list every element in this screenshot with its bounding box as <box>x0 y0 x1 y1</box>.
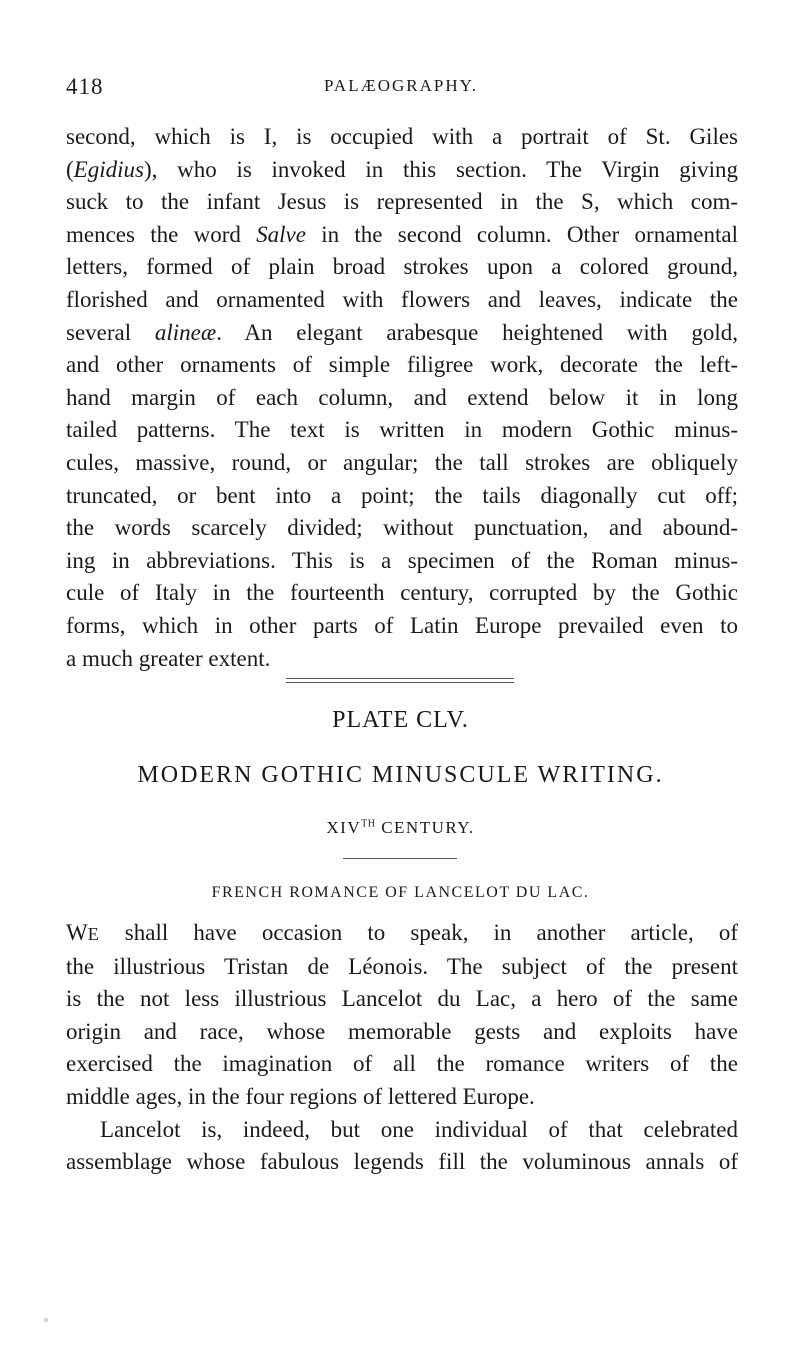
paragraph-introduction <box>66 917 738 1179</box>
text-line: the words scarcely divided; without punctuation, and abound- <box>66 515 738 541</box>
italic-word: Egidius <box>73 156 144 182</box>
text-line: tailed patterns. The text is written in modern Gothic minus- <box>66 417 738 443</box>
italic-word: alineæ <box>154 319 217 345</box>
text-line: a much greater extent. <box>66 645 271 671</box>
paragraph <box>66 1114 738 1179</box>
paragraph <box>66 121 738 675</box>
century-word: CENTURY. <box>375 818 475 837</box>
text-line: Lancelot is, indeed, but one individual of that celebrated <box>100 1116 738 1142</box>
text-line: the illustrious Tristan de Léonois. The subject of the present <box>66 953 738 979</box>
paragraph <box>66 917 738 1114</box>
text-line: ing in abbreviations. This is a specimen of the Roman minus- <box>66 547 738 573</box>
text-line: is the not less illustrious Lancelot du Lac, a hero of the same <box>66 986 738 1012</box>
paragraph-description <box>66 121 738 675</box>
century-heading <box>0 818 801 838</box>
text-line: middle ages, in the four regions of lettered Europe. <box>66 1083 535 1109</box>
running-head <box>66 74 736 104</box>
text-line: hand margin of each column, and extend below it in long <box>66 384 738 410</box>
text-line: cules, massive, round, or angular; the tall strokes are obliquely <box>66 449 738 475</box>
text-line: mences the word Salve in the second column. Other ornamental <box>66 221 739 247</box>
drop-letter: W <box>66 920 88 945</box>
text-line: suck to the infant Jesus is represented in the S, which com- <box>66 189 738 215</box>
plate-title: PLATE CLV. <box>332 707 469 733</box>
text-line: and other ornaments of simple filigree work, decorate the left- <box>66 352 738 378</box>
page-number: 418 <box>66 74 104 99</box>
text-line: letters, formed of plain broad strokes upon a colored ground, <box>66 254 738 280</box>
text-line: exercised the imagination of all the romance writers of the <box>66 1051 738 1077</box>
text-line: florished and ornamented with flowers and leaves, indicate the <box>66 286 738 312</box>
text-line: forms, which in other parts of Latin Europe prevailed even to <box>66 612 738 638</box>
text-line: assemblage whose fabulous legends fill the voluminous annals of <box>66 1149 738 1175</box>
source-title: FRENCH ROMANCE OF LANCELOT DU LAC. <box>211 884 590 901</box>
small-caps-letter: E <box>87 924 100 944</box>
text-line: several alineæ. An elegant arabesque heightened with gold, <box>66 319 738 345</box>
text-line: cule of Italy in the fourteenth century, corrupted by the Gothic <box>66 580 738 606</box>
text-fragment: shall have occasion to speak, in another article, of <box>99 920 738 945</box>
plate-subtitle: MODERN GOTHIC MINUSCULE WRITING. <box>137 762 664 788</box>
italic-word: Salve <box>256 221 306 247</box>
running-title: PALÆOGRAPHY. <box>324 76 478 95</box>
text-line: (Egidius), who is invoked in this section. The Virgin giving <box>66 156 738 182</box>
text-line <box>66 917 738 951</box>
century-superscript: TH <box>361 818 376 830</box>
short-divider-rule <box>343 858 457 859</box>
section-divider-rule <box>286 682 514 683</box>
text-line: second, which is I, is occupied with a portrait of St. Giles <box>66 124 738 149</box>
text-line: origin and race, whose memorable gests and exploits have <box>66 1018 738 1044</box>
section-divider-rule <box>286 678 514 679</box>
century-numeral: XIV <box>326 818 362 837</box>
paper-speck <box>44 1318 48 1322</box>
text-line: truncated, or bent into a point; the tails diagonally cut off; <box>66 482 738 508</box>
